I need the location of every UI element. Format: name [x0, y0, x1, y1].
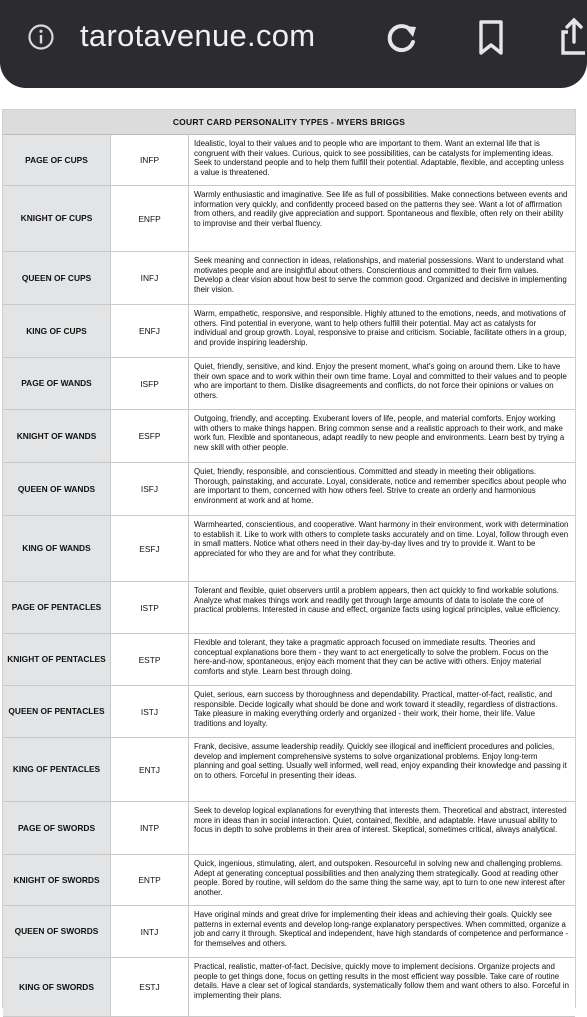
mbti-type: ENFJ	[111, 305, 189, 357]
personality-description: Practical, realistic, matter-of-fact. Decisive, quickly move to implement decisions. Organize projects and people to get things done, focus on getting results in the most efficient way possible. Take care of routine details. Have a clear set of logical standards, systematically follow them and want others to also. Forceful in implementing their plans.	[189, 958, 575, 1016]
table-row	[3, 410, 575, 463]
mbti-type: ISFJ	[111, 463, 189, 515]
mbti-type: ESTP	[111, 634, 189, 685]
table-row	[3, 686, 575, 738]
personality-description: Warm, empathetic, responsive, and responsible. Highly attuned to the emotions, needs, and motivations of others. Find potential in everyone, want to help others fulfill their potential. May act as catalysts for individual and group growth. Loyal, responsive to praise and criticism. Sociable, facilitate others in a group, and provide inspiring leadership.	[189, 305, 575, 357]
court-card-name: KNIGHT OF PENTACLES	[3, 634, 111, 685]
court-card-name: KING OF CUPS	[3, 305, 111, 357]
court-card-name: QUEEN OF SWORDS	[3, 906, 111, 957]
court-card-name: KING OF SWORDS	[3, 958, 111, 1016]
table-body	[3, 135, 575, 1017]
court-card-name: QUEEN OF PENTACLES	[3, 686, 111, 737]
mbti-type: ISTJ	[111, 686, 189, 737]
table-row	[3, 855, 575, 906]
personality-description: Seek to develop logical explanations for everything that interests them. Theoretical and abstract, interested more in ideas than in social interaction. Quiet, contained, flexible, and adaptable. Have unusual ability to focus in depth to solve problems in their area of interest. Skeptical, sometimes critical, always analytical.	[189, 802, 575, 854]
court-card-name: KNIGHT OF CUPS	[3, 186, 111, 251]
table-row	[3, 516, 575, 582]
share-icon[interactable]	[558, 16, 587, 56]
personality-description: Outgoing, friendly, and accepting. Exuberant lovers of life, people, and material comforts. Enjoy working with others to make things happen. Bring common sense and a realistic approach to their work, and make work fun. Flexible and spontaneous, adapt readily to new people and environments. Learn best by trying a new skill with other people.	[189, 410, 575, 462]
court-card-name: PAGE OF WANDS	[3, 358, 111, 409]
mbti-type: ENTP	[111, 855, 189, 905]
mbti-type: INFJ	[111, 252, 189, 304]
mbti-type: ISTP	[111, 582, 189, 633]
table-row	[3, 802, 575, 855]
court-card-name: KING OF WANDS	[3, 516, 111, 581]
table-row	[3, 738, 575, 802]
court-card-name: KNIGHT OF WANDS	[3, 410, 111, 462]
court-card-name: PAGE OF PENTACLES	[3, 582, 111, 633]
mbti-type: ENFP	[111, 186, 189, 251]
personality-description: Idealistic, loyal to their values and to people who are important to them. Want an external life that is congruent with their values. Curious, quick to see possibilities, can be catalysts for implementing ideas. Seek to understand people and to help them fulfill their potential. Adaptable, flexible, and accepting unless a value is threatened.	[189, 135, 575, 185]
table-row	[3, 358, 575, 410]
table-row	[3, 186, 575, 252]
personality-description: Warmhearted, conscientious, and cooperative. Want harmony in their environment, work with determination to establish it. Like to work with others to complete tasks accurately and on time. Loyal, follow through even in small matters. Notice what others need in their day-by-day lives and try to provide it. Want to be appreciated for who they are and for what they contribute.	[189, 516, 575, 581]
reload-icon[interactable]	[384, 20, 420, 56]
personality-description: Warmly enthusiastic and imaginative. See life as full of possibilities. Make connections between events and information very quickly, and confidently proceed based on the patterns they see. Want a lot of affirmation from others, and readily give appreciation and support. Spontaneous and flexible, often rely on their ability to improvise and their verbal fluency.	[189, 186, 575, 251]
mbti-type: ISFP	[111, 358, 189, 409]
personality-description: Quiet, friendly, responsible, and conscientious. Committed and steady in meeting their obligations. Thorough, painstaking, and accurate. Loyal, considerate, notice and remember specifics about people who are important to them, concerned with how others feel. Strive to create an orderly and harmonious environment at work and at home.	[189, 463, 575, 515]
mbti-type: ESFP	[111, 410, 189, 462]
personality-description: Seek meaning and connection in ideas, relationships, and material possessions. Want to understand what motivates people and are insightful about others. Conscientious and committed to their firm values. Develop a clear vision about how best to serve the common good. Organized and decisive in implementing their vision.	[189, 252, 575, 304]
mbti-type: ENTJ	[111, 738, 189, 801]
mbti-type: ESFJ	[111, 516, 189, 581]
personality-description: Quick, ingenious, stimulating, alert, and outspoken. Resourceful in solving new and challenging problems. Adept at generating conceptual possibilities and then analyzing them strategically. Good at reading other people. Bored by routine, will seldom do the same thing the same way, apt to turn to one new interest after another.	[189, 855, 575, 905]
mbti-type: INTJ	[111, 906, 189, 957]
table-row	[3, 135, 575, 186]
court-card-name: KNIGHT OF SWORDS	[3, 855, 111, 905]
court-card-name: KING OF PENTACLES	[3, 738, 111, 801]
mbti-type: INFP	[111, 135, 189, 185]
personality-description: Frank, decisive, assume leadership readily. Quickly see illogical and inefficient procedures and policies, develop and implement comprehensive systems to solve organizational problems. Enjoy long-term planning and goal setting. Usually well informed, well read, enjoy expanding their knowledge and passing it on to others. Forceful in presenting their ideas.	[189, 738, 575, 801]
table-title: COURT CARD PERSONALITY TYPES - MYERS BRIGGS	[3, 110, 575, 135]
personality-description: Have original minds and great drive for implementing their ideas and achieving their goals. Quickly see patterns in external events and develop long-range explanatory perspectives. When committed, organize a job and carry it through. Skeptical and independent, have high standards of competence and performance - for themselves and others.	[189, 906, 575, 957]
info-icon[interactable]	[27, 23, 55, 51]
table-row	[3, 958, 575, 1017]
court-card-name: QUEEN OF WANDS	[3, 463, 111, 515]
address-bar[interactable]	[0, 0, 587, 88]
browser-toolbar	[0, 0, 587, 106]
court-card-name: PAGE OF SWORDS	[3, 802, 111, 854]
court-card-name: QUEEN OF CUPS	[3, 252, 111, 304]
table-row	[3, 582, 575, 634]
personality-description: Quiet, serious, earn success by thoroughness and dependability. Practical, matter-of-fact, realistic, and responsible. Decide logically what should be done and work toward it steadily, regardless of distractions. Take pleasure in making everything orderly and organized - their work, their home, their life. Value traditions and loyalty.	[189, 686, 575, 737]
table-row	[3, 906, 575, 958]
personality-description: Flexible and tolerant, they take a pragmatic approach focused on immediate results. Theories and conceptual explanations bore them - they want to act energetically to solve the problem. Focus on the here-and-now, spontaneous, enjoy each moment that they can be active with others. Enjoy material comforts and style. Learn best through doing.	[189, 634, 575, 685]
court-card-name: PAGE OF CUPS	[3, 135, 111, 185]
personality-table	[2, 109, 576, 1008]
table-row	[3, 305, 575, 358]
table-row	[3, 252, 575, 305]
bookmark-icon[interactable]	[476, 19, 506, 57]
url-text[interactable]: tarotavenue.com	[80, 18, 316, 53]
table-row	[3, 463, 575, 516]
personality-description: Tolerant and flexible, quiet observers until a problem appears, then act quickly to find workable solutions. Analyze what makes things work and readily get through large amounts of data to isolate the core of practical problems. Interested in cause and effect, organize facts using logical principles, value efficiency.	[189, 582, 575, 633]
table-row	[3, 634, 575, 686]
personality-description: Quiet, friendly, sensitive, and kind. Enjoy the present moment, what's going on around them. Like to have their own space and to work within their own time frame. Loyal and committed to their values and to people who are important to them. Dislike disagreements and conflicts, do not force their opinions or values on others.	[189, 358, 575, 409]
mbti-type: ESTJ	[111, 958, 189, 1016]
mbti-type: INTP	[111, 802, 189, 854]
